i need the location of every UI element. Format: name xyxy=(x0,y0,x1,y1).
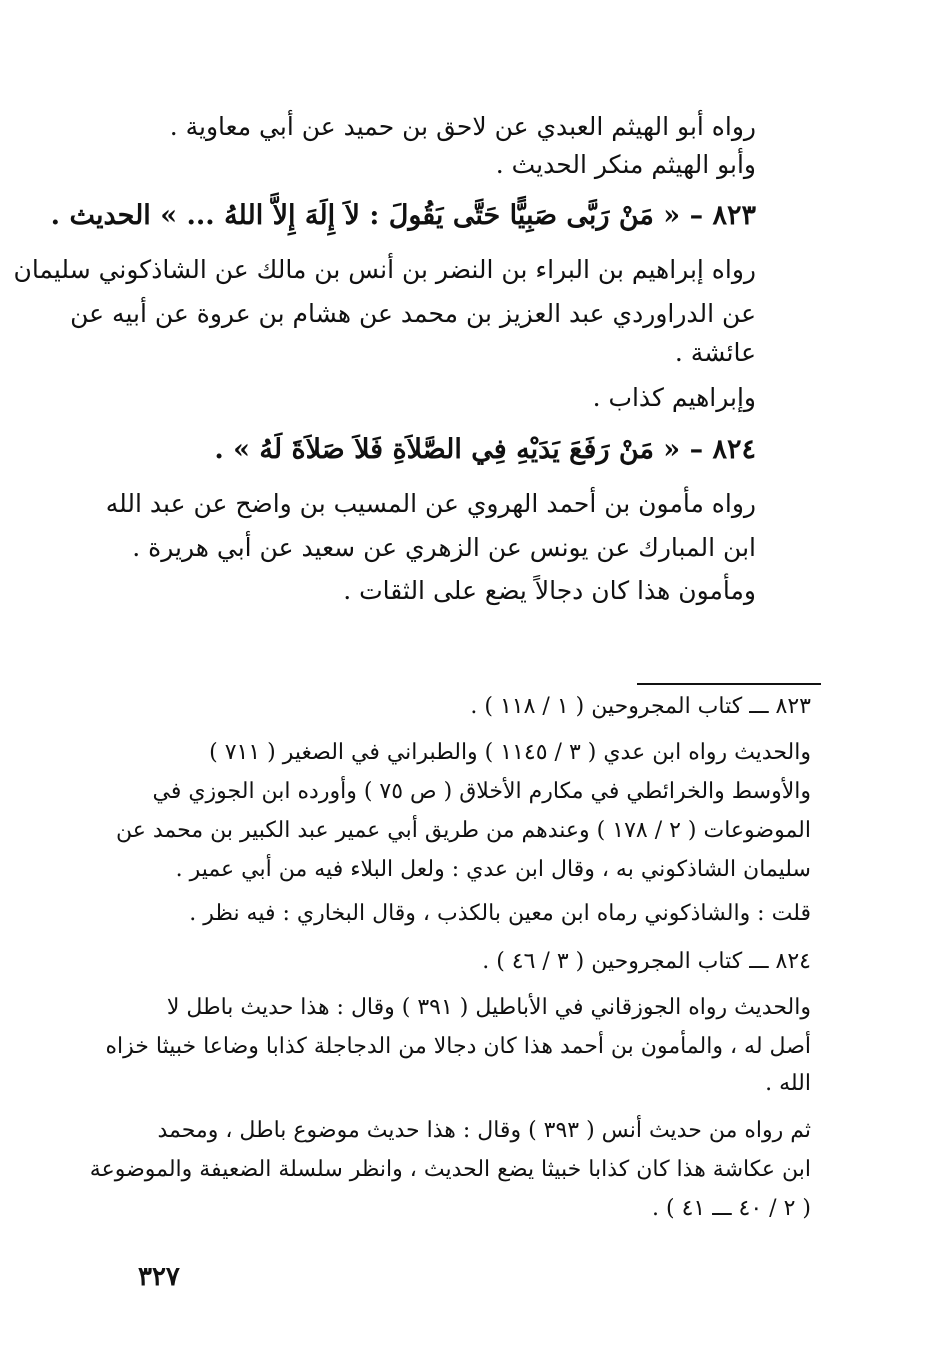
footnote-line: والأوسط والخرائطي في مكارم الأخلاق ( ص ٧٥ ) وأورده ابن الجوزي في xyxy=(152,779,811,804)
footnote-line: أصل له ، والمأمون بن أحمد هذا كان دجالا من الدجاجلة كذابا وضاعا خبيثا خزاه xyxy=(105,1034,811,1059)
footnote-line: والحديث رواه الجوزقاني في الأباطيل ( ٣٩١ ) وقال : هذا حديث باطل لا xyxy=(166,995,811,1020)
main-line: وإبراهيم كذاب . xyxy=(592,383,756,412)
footnote-line: سليمان الشاذكوني به ، وقال ابن عدي : ولعل البلاء فيه من أبي عمير . xyxy=(175,857,811,882)
main-line: رواه إبراهيم بن البراء بن النضر بن أنس بن مالك عن الشاذكوني سليمان xyxy=(13,255,756,284)
footnote-line: والحديث رواه ابن عدي ( ٣ / ١١٤٥ ) والطبراني في الصغير ( ٧١١ ) xyxy=(209,740,811,765)
footnote-line: ( ٢ / ٤٠ ـــ ٤١ ) . xyxy=(652,1196,811,1221)
hadith-entry-824: ٨٢٤ – « مَنْ رَفَعَ يَدَيْهِ فِي الصَّلاَةِ فَلاَ صَلاَةَ لَهُ » . xyxy=(214,434,756,465)
page-number: ٣٢٧ xyxy=(138,1262,180,1292)
hadith-entry-823: ٨٢٣ – « مَنْ رَبَّى صَبِيًّا حَتَّى يَقُولَ : لاَ إِلَهَ إِلاَّ اللهُ ... » الحديث . xyxy=(50,200,756,231)
main-line: ابن المبارك عن يونس عن الزهري عن سعيد عن أبي هريرة . xyxy=(132,533,756,562)
main-line: وأبو الهيثم منكر الحديث . xyxy=(495,150,756,179)
main-line: رواه أبو الهيثم العبدي عن لاحق بن حميد عن أبي معاوية . xyxy=(169,112,756,141)
main-line: عن الدراوردي عبد العزيز بن محمد عن هشام بن عروة عن أبيه عن xyxy=(70,299,756,328)
main-line: رواه مأمون بن أحمد الهروي عن المسيب بن واضح عن عبد الله xyxy=(105,489,756,518)
footnote-line: الموضوعات ( ٢ / ١٧٨ ) وعندهم من طريق أبي عمير عبد الكبير بن محمد عن xyxy=(116,818,811,843)
footnote-line: ابن عكاشة هذا كان كذابا خبيثا يضع الحديث ، وانظر سلسلة الضعيفة والموضوعة xyxy=(89,1157,811,1182)
footnote-heading-824: ٨٢٤ ـــ كتاب المجروحين ( ٣ / ٤٦ ) . xyxy=(482,949,811,974)
footnote-line: ثم رواه من حديث أنس ( ٣٩٣ ) وقال : هذا حديث موضوع باطل ، ومحمد xyxy=(157,1118,811,1143)
main-line: ومأمون هذا كان دجالاً يضع على الثقات . xyxy=(343,576,756,605)
footnote-separator xyxy=(637,683,821,685)
footnote-heading-823: ٨٢٣ ـــ كتاب المجروحين ( ١ / ١١٨ ) . xyxy=(470,694,811,719)
main-line: عائشة . xyxy=(674,338,756,367)
footnote-line: الله . xyxy=(765,1071,811,1096)
footnote-line: قلت : والشاذكوني رماه ابن معين بالكذب ، وقال البخاري : فيه نظر . xyxy=(189,901,811,926)
